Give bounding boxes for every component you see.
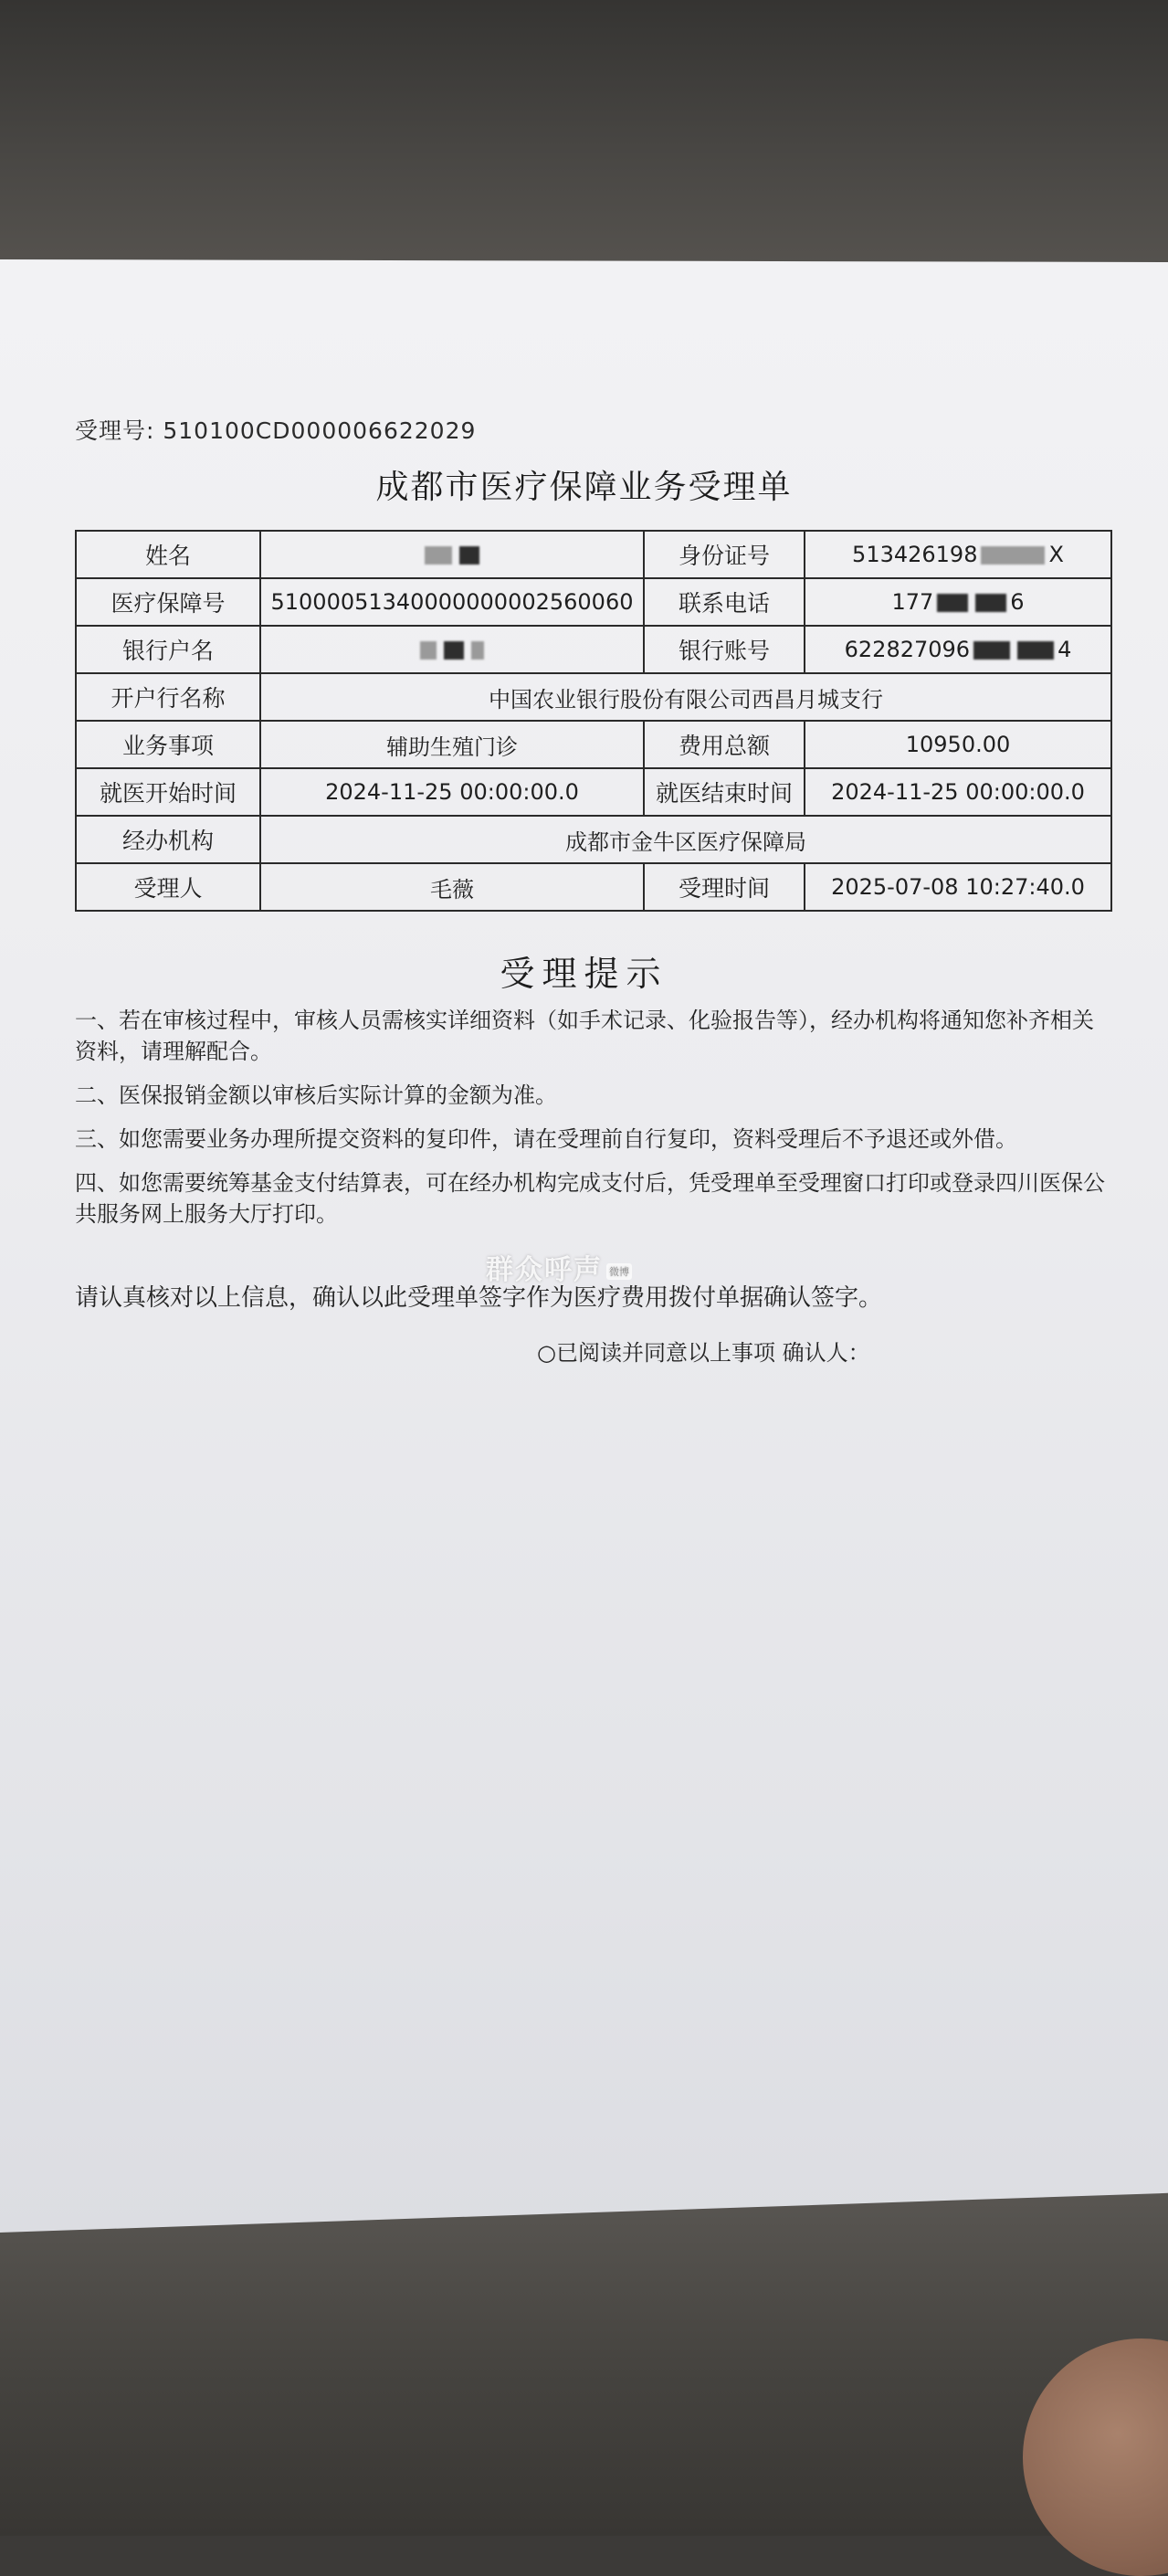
table-row bbox=[76, 673, 1111, 721]
redaction-mark bbox=[973, 641, 1010, 660]
handler-value: 毛薇 bbox=[260, 863, 644, 911]
business-label: 业务事项 bbox=[76, 721, 260, 768]
account-name-label: 银行户名 bbox=[76, 626, 260, 673]
watermark-text: 群众呼声 bbox=[486, 1254, 603, 1286]
redaction-mark bbox=[425, 546, 452, 565]
redaction-mark bbox=[420, 641, 437, 660]
business-value: 辅助生殖门诊 bbox=[260, 721, 644, 768]
phone-label: 联系电话 bbox=[644, 578, 805, 626]
phone-value bbox=[805, 578, 1111, 626]
account-name-value-redacted bbox=[260, 626, 644, 673]
bank-branch-value: 中国农业银行股份有限公司西昌月城支行 bbox=[260, 673, 1111, 721]
table-row bbox=[76, 531, 1111, 578]
confirm-statement: 请认真核对以上信息，确认以此受理单签字作为医疗费用拨付单据确认签字。 bbox=[75, 1284, 883, 1312]
notice-item: 二、医保报销金额以审核后实际计算的金额为准。 bbox=[75, 1082, 557, 1108]
insurance-no-value: 51000051340000000002560060 bbox=[260, 578, 644, 626]
phone-value-end: 6 bbox=[1010, 589, 1025, 615]
bank-account-end: 4 bbox=[1058, 637, 1072, 662]
name-label: 姓名 bbox=[76, 531, 260, 578]
notice-list bbox=[75, 1005, 1110, 1242]
agree-line: ○已阅读并同意以上事项 确认人： bbox=[537, 1340, 870, 1366]
start-time-value: 2024-11-25 00:00:00.0 bbox=[260, 768, 644, 816]
id-value-end: X bbox=[1048, 542, 1064, 567]
redaction-mark bbox=[975, 594, 1006, 612]
insurance-no-label: 医疗保障号 bbox=[76, 578, 260, 626]
background-bottom bbox=[0, 2174, 1168, 2536]
accept-time-label: 受理时间 bbox=[644, 863, 805, 911]
accept-time-value: 2025-07-08 10:27:40.0 bbox=[805, 863, 1111, 911]
notice-item: 三、如您需要业务办理所提交资料的复印件，请在受理前自行复印，资料受理后不予退还或外借。 bbox=[75, 1126, 1017, 1152]
redaction-mark bbox=[981, 546, 1045, 565]
id-value bbox=[805, 531, 1111, 578]
amount-label: 费用总额 bbox=[644, 721, 805, 768]
id-value-start: 513426198 bbox=[852, 542, 978, 567]
redaction-mark bbox=[1017, 641, 1054, 660]
agency-label: 经办机构 bbox=[76, 816, 260, 863]
watermark-badge: 微博 bbox=[606, 1263, 632, 1280]
bank-branch-label: 开户行名称 bbox=[76, 673, 260, 721]
handler-label: 受理人 bbox=[76, 863, 260, 911]
background-top bbox=[0, 0, 1168, 274]
redaction-mark bbox=[937, 594, 968, 612]
table-row bbox=[76, 626, 1111, 673]
id-label: 身份证号 bbox=[644, 531, 805, 578]
table-row bbox=[76, 816, 1111, 863]
notice-title: 受理提示 bbox=[500, 954, 668, 994]
receipt-number: 受理号: 510100CD000006622029 bbox=[75, 417, 477, 444]
document-title: 成都市医疗保障业务受理单 bbox=[375, 469, 793, 506]
start-time-label: 就医开始时间 bbox=[76, 768, 260, 816]
notice-item: 四、如您需要统筹基金支付结算表，可在经办机构完成支付后，凭受理单至受理窗口打印或登录四川医保公共服务网上服务大厅打印。 bbox=[75, 1170, 1105, 1227]
end-time-value: 2024-11-25 00:00:00.0 bbox=[805, 768, 1111, 816]
bank-account-start: 622827096 bbox=[844, 637, 971, 662]
table-row bbox=[76, 578, 1111, 626]
redaction-mark bbox=[459, 546, 479, 565]
name-value-redacted bbox=[260, 531, 644, 578]
redaction-mark bbox=[471, 641, 484, 660]
amount-value: 10950.00 bbox=[805, 721, 1111, 768]
table-row bbox=[76, 768, 1111, 816]
info-table bbox=[75, 530, 1112, 912]
agency-value: 成都市金牛区医疗保障局 bbox=[260, 816, 1111, 863]
bank-account-label: 银行账号 bbox=[644, 626, 805, 673]
end-time-label: 就医结束时间 bbox=[644, 768, 805, 816]
redaction-mark bbox=[444, 641, 464, 660]
notice-item: 一、若在审核过程中，审核人员需核实详细资料（如手术记录、化验报告等），经办机构将通知您补齐相关资料，请理解配合。 bbox=[75, 1008, 1094, 1064]
phone-value-start: 177 bbox=[891, 589, 934, 615]
table-row bbox=[76, 721, 1111, 768]
table-row bbox=[76, 863, 1111, 911]
bank-account-value bbox=[805, 626, 1111, 673]
